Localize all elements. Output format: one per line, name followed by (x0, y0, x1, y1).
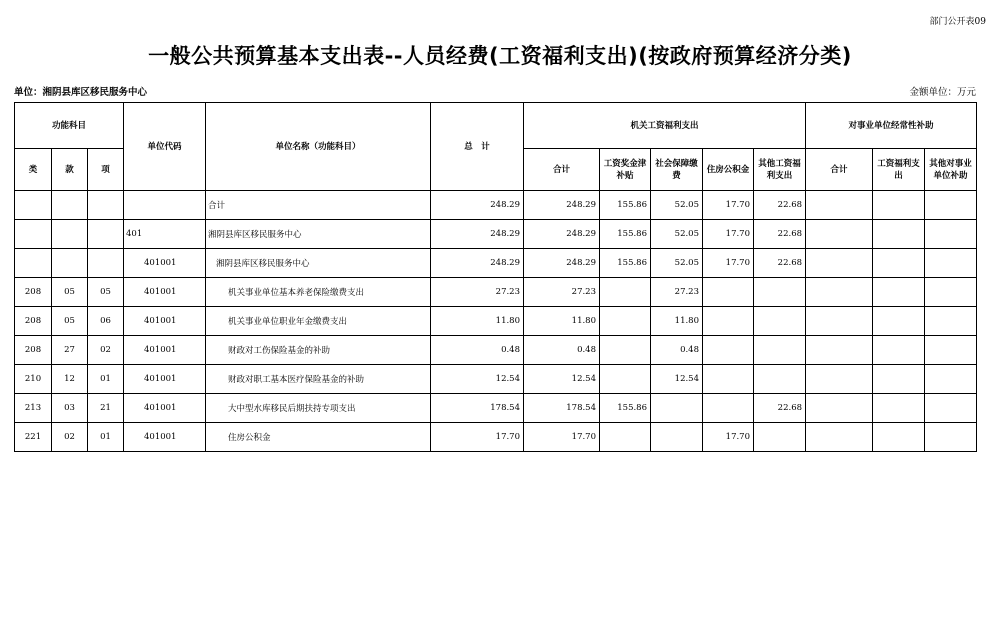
cell-social-security: 52.05 (651, 249, 703, 278)
cell-kuan: 12 (52, 365, 88, 394)
cell-lei: 213 (15, 394, 52, 423)
table-row (15, 336, 977, 365)
cell-sub-other (925, 191, 977, 220)
cell-xiang (88, 191, 124, 220)
cell-xiang: 02 (88, 336, 124, 365)
cell-unit-name: 住房公积金 (206, 423, 431, 452)
header-social-security: 社会保障缴费 (651, 149, 703, 191)
cell-org-subtotal: 11.80 (524, 307, 600, 336)
cell-lei (15, 220, 52, 249)
page-title: 一般公共预算基本支出表--人员经费(工资福利支出)(按政府预算经济分类) (148, 44, 852, 68)
cell-sub-other (925, 220, 977, 249)
cell-lei: 208 (15, 336, 52, 365)
cell-unit-name: 财政对工伤保险基金的补助 (206, 336, 431, 365)
cell-total: 178.54 (431, 394, 524, 423)
cell-kuan: 05 (52, 278, 88, 307)
cell-lei (15, 191, 52, 220)
cell-social-security: 11.80 (651, 307, 703, 336)
cell-wage-bonus (600, 423, 651, 452)
table-row (15, 365, 977, 394)
cell-sub-subtotal (806, 249, 873, 278)
cell-unit-code: 401001 (124, 336, 206, 365)
cell-unit-name: 大中型水库移民后期扶持专项支出 (206, 394, 431, 423)
cell-sub-wage (873, 191, 925, 220)
amount-unit-label: 金额单位：万元 (909, 87, 976, 98)
cell-total: 12.54 (431, 365, 524, 394)
table-row (15, 423, 977, 452)
cell-unit-code: 401001 (124, 278, 206, 307)
cell-housing-fund: 17.70 (703, 191, 754, 220)
header-xiang: 项 (88, 149, 124, 191)
cell-lei (15, 249, 52, 278)
cell-lei: 210 (15, 365, 52, 394)
cell-housing-fund (703, 336, 754, 365)
cell-unit-name: 机关事业单位职业年金缴费支出 (206, 307, 431, 336)
cell-kuan: 27 (52, 336, 88, 365)
cell-other-wage: 22.68 (754, 220, 806, 249)
table-body (15, 191, 977, 452)
cell-sub-other (925, 365, 977, 394)
cell-total: 11.80 (431, 307, 524, 336)
cell-org-subtotal: 248.29 (524, 249, 600, 278)
header-total: 总 计 (431, 103, 524, 191)
cell-wage-bonus: 155.86 (600, 394, 651, 423)
cell-wage-bonus: 155.86 (600, 249, 651, 278)
cell-other-wage: 22.68 (754, 249, 806, 278)
cell-housing-fund: 17.70 (703, 220, 754, 249)
cell-total: 248.29 (431, 220, 524, 249)
cell-sub-subtotal (806, 394, 873, 423)
cell-kuan: 03 (52, 394, 88, 423)
cell-sub-other (925, 423, 977, 452)
table-row (15, 191, 977, 220)
cell-sub-wage (873, 336, 925, 365)
header-kuan: 款 (52, 149, 88, 191)
cell-unit-name: 合计 (206, 191, 431, 220)
budget-table (14, 102, 977, 452)
cell-sub-wage (873, 249, 925, 278)
cell-unit-name: 财政对职工基本医疗保险基金的补助 (206, 365, 431, 394)
cell-org-subtotal: 17.70 (524, 423, 600, 452)
unit-label: 单位：湘阴县库区移民服务中心 (14, 87, 148, 98)
cell-sub-subtotal (806, 336, 873, 365)
cell-unit-code: 401001 (124, 394, 206, 423)
cell-unit-code (124, 191, 206, 220)
cell-org-subtotal: 0.48 (524, 336, 600, 365)
cell-xiang (88, 220, 124, 249)
cell-other-wage (754, 278, 806, 307)
cell-lei: 208 (15, 307, 52, 336)
cell-org-subtotal: 178.54 (524, 394, 600, 423)
cell-sub-wage (873, 423, 925, 452)
cell-unit-code: 401001 (124, 249, 206, 278)
cell-wage-bonus (600, 278, 651, 307)
table-row (15, 394, 977, 423)
cell-sub-other (925, 278, 977, 307)
cell-housing-fund (703, 278, 754, 307)
cell-kuan (52, 249, 88, 278)
cell-social-security: 0.48 (651, 336, 703, 365)
cell-sub-other (925, 336, 977, 365)
cell-social-security (651, 423, 703, 452)
cell-org-subtotal: 12.54 (524, 365, 600, 394)
cell-housing-fund: 17.70 (703, 423, 754, 452)
cell-sub-other (925, 307, 977, 336)
cell-kuan: 05 (52, 307, 88, 336)
cell-sub-wage (873, 365, 925, 394)
cell-total: 27.23 (431, 278, 524, 307)
cell-wage-bonus: 155.86 (600, 220, 651, 249)
table-row (15, 249, 977, 278)
cell-social-security: 52.05 (651, 191, 703, 220)
cell-xiang: 01 (88, 365, 124, 394)
cell-housing-fund (703, 365, 754, 394)
cell-other-wage (754, 307, 806, 336)
header-housing-fund: 住房公积金 (703, 149, 754, 191)
cell-org-subtotal: 27.23 (524, 278, 600, 307)
cell-social-security: 52.05 (651, 220, 703, 249)
cell-lei: 221 (15, 423, 52, 452)
cell-unit-code: 401001 (124, 365, 206, 394)
header-sub-wage: 工资福利支出 (873, 149, 925, 191)
cell-sub-subtotal (806, 191, 873, 220)
cell-unit-code: 401001 (124, 423, 206, 452)
header-org-subtotal: 合计 (524, 149, 600, 191)
header-lei: 类 (15, 149, 52, 191)
header-org-wage: 机关工资福利支出 (524, 103, 806, 149)
cell-kuan (52, 191, 88, 220)
header-other-wage: 其他工资福利支出 (754, 149, 806, 191)
cell-other-wage (754, 365, 806, 394)
cell-unit-name: 湘阴县库区移民服务中心 (206, 249, 431, 278)
cell-unit-name: 湘阴县库区移民服务中心 (206, 220, 431, 249)
cell-xiang: 05 (88, 278, 124, 307)
cell-sub-subtotal (806, 307, 873, 336)
cell-social-security (651, 394, 703, 423)
header-wage-bonus: 工资奖金津补贴 (600, 149, 651, 191)
cell-wage-bonus (600, 365, 651, 394)
table-row (15, 307, 977, 336)
table-row (15, 220, 977, 249)
header-unit-code: 单位代码 (124, 103, 206, 191)
cell-total: 0.48 (431, 336, 524, 365)
cell-xiang (88, 249, 124, 278)
cell-kuan: 02 (52, 423, 88, 452)
cell-sub-subtotal (806, 365, 873, 394)
cell-social-security: 27.23 (651, 278, 703, 307)
cell-sub-wage (873, 220, 925, 249)
header-sub-subtotal: 合计 (806, 149, 873, 191)
table-row (15, 278, 977, 307)
cell-other-wage: 22.68 (754, 394, 806, 423)
cell-sub-wage (873, 307, 925, 336)
cell-unit-code: 401 (124, 220, 206, 249)
cell-wage-bonus (600, 336, 651, 365)
cell-sub-subtotal (806, 278, 873, 307)
cell-other-wage (754, 336, 806, 365)
cell-sub-other (925, 249, 977, 278)
table-number-label: 部门公开表09 (929, 17, 986, 27)
cell-housing-fund (703, 394, 754, 423)
cell-sub-subtotal (806, 220, 873, 249)
cell-social-security: 12.54 (651, 365, 703, 394)
cell-total: 248.29 (431, 191, 524, 220)
header-sub-other: 其他对事业单位补助 (925, 149, 977, 191)
cell-other-wage (754, 423, 806, 452)
cell-housing-fund (703, 307, 754, 336)
cell-other-wage: 22.68 (754, 191, 806, 220)
cell-total: 17.70 (431, 423, 524, 452)
cell-kuan (52, 220, 88, 249)
header-subsidy: 对事业单位经常性补助 (806, 103, 977, 149)
cell-sub-other (925, 394, 977, 423)
header-func-subject: 功能科目 (15, 103, 124, 149)
cell-sub-wage (873, 394, 925, 423)
cell-org-subtotal: 248.29 (524, 191, 600, 220)
cell-wage-bonus: 155.86 (600, 191, 651, 220)
cell-xiang: 21 (88, 394, 124, 423)
cell-lei: 208 (15, 278, 52, 307)
cell-xiang: 01 (88, 423, 124, 452)
cell-sub-wage (873, 278, 925, 307)
cell-unit-name: 机关事业单位基本养老保险缴费支出 (206, 278, 431, 307)
cell-xiang: 06 (88, 307, 124, 336)
cell-housing-fund: 17.70 (703, 249, 754, 278)
cell-sub-subtotal (806, 423, 873, 452)
cell-unit-code: 401001 (124, 307, 206, 336)
cell-org-subtotal: 248.29 (524, 220, 600, 249)
cell-total: 248.29 (431, 249, 524, 278)
cell-wage-bonus (600, 307, 651, 336)
header-unit-name: 单位名称（功能科目） (206, 103, 431, 191)
